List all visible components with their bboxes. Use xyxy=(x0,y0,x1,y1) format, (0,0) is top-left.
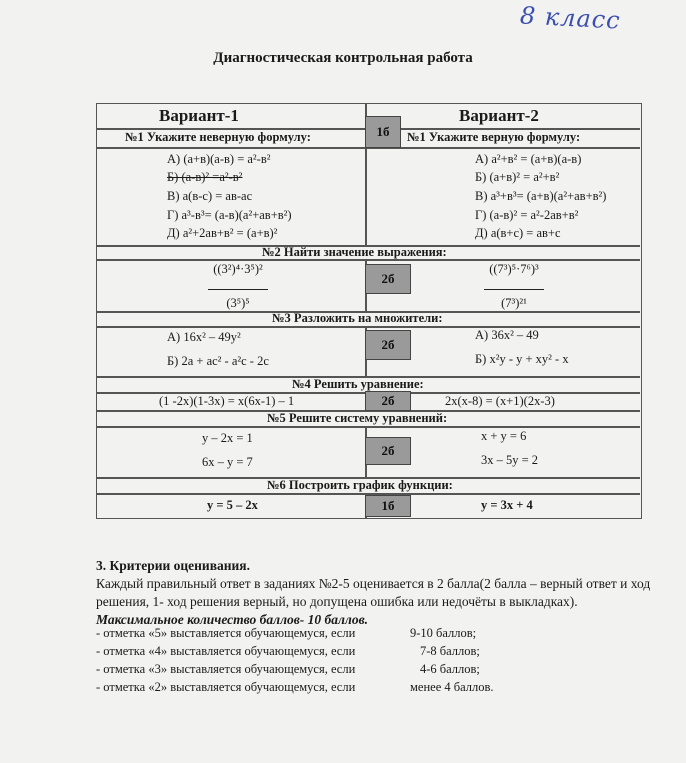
task2-points-box: 2б xyxy=(365,264,411,294)
grade-rule-label: - отметка «4» выставляется обучающемуся, если xyxy=(96,644,356,658)
fraction-bar xyxy=(484,289,544,290)
grade-rule-value: 4-6 баллов; xyxy=(420,662,480,676)
task1-prompt-v2: №1 Укажите верную формулу: xyxy=(407,130,581,144)
criteria-heading: 3. Критерии оценивания. xyxy=(96,558,250,573)
task1-v1-option: Б) (а-в)² =а²-в² xyxy=(167,170,243,184)
fraction-bar xyxy=(208,289,268,290)
task1-v2-option: Б) (а+в)² = а²+в² xyxy=(475,170,560,184)
task2-v1-numerator: ((3²)⁴·3⁵)² xyxy=(213,262,263,276)
task1-v2-option: Г) (а-в)² = а²-2ав+в² xyxy=(475,208,579,222)
task1-v2-option: В) а³+в³= (а+в)(а²+ав+в²) xyxy=(475,189,607,203)
task2-v1-denominator: (3⁵)⁵ xyxy=(226,296,250,310)
task1-v1-option: Д) а²+2ав+в² = (а+в)² xyxy=(167,226,278,240)
grade-rule-label: - отметка «2» выставляется обучающемуся, если xyxy=(96,680,356,694)
grade-rule-value: менее 4 баллов. xyxy=(410,680,494,694)
task3-points-box: 2б xyxy=(365,330,411,360)
task3-v1-item: А) 16x² – 49y² xyxy=(167,330,241,344)
task3-v2-item: Б) x²y - y + xy² - x xyxy=(475,352,569,366)
row-divider xyxy=(97,426,640,428)
task1-v1-option: В) а(в-с) = ав-ас xyxy=(167,189,253,203)
task5-v1-equation: y – 2x = 1 xyxy=(202,431,253,445)
task4-prompt: №4 Решить уравнение: xyxy=(292,377,424,391)
grade-rule-value: 7-8 баллов; xyxy=(420,644,480,658)
task2-v2-numerator: ((7³)⁵·7⁶)³ xyxy=(489,262,539,276)
task6-v1-function: y = 5 – 2x xyxy=(207,498,258,512)
criteria-section xyxy=(96,557,656,629)
task3-prompt: №3 Разложить на множители: xyxy=(272,311,443,325)
task1-v1-option: Г) а³-в³= (а-в)(а²+ав+в²) xyxy=(167,208,292,222)
row-divider xyxy=(97,326,640,328)
task1-v1-option: А) (а+в)(а-в) = а²-в² xyxy=(167,152,271,166)
task6-prompt: №6 Построить график функции: xyxy=(267,478,453,492)
task4-v1-equation: (1 -2x)(1-3x) = x(6x-1) – 1 xyxy=(159,394,295,408)
criteria-text: Каждый правильный ответ в заданиях №2-5 оценивается в 2 балла(2 балла – верный ответ и ход решения, 1- ход решения верный, но допущена ошибка или недочёты в выкладках). xyxy=(96,576,651,609)
test-table xyxy=(96,103,642,519)
task5-v2-equation: 3x – 5y = 2 xyxy=(481,453,539,467)
grade-rule-value: 9-10 баллов; xyxy=(410,626,477,640)
task1-points-box: 1б xyxy=(365,116,401,148)
task5-points-box: 2б xyxy=(365,437,411,465)
document-title: Диагностическая контрольная работа xyxy=(213,50,473,66)
task4-points-box: 2б xyxy=(365,391,411,411)
task6-points-box: 1б xyxy=(365,495,411,517)
variant-2-header: Вариант-2 xyxy=(459,106,539,125)
task1-prompt-v1: №1 Укажите неверную формулу: xyxy=(125,130,311,144)
task2-v2-fraction xyxy=(469,262,559,311)
task2-prompt: №2 Найти значение выражения: xyxy=(262,245,447,259)
task6-v2-function: y = 3x + 4 xyxy=(481,498,533,512)
task5-v2-equation: x + y = 6 xyxy=(481,429,527,443)
grade-rule-label: - отметка «5» выставляется обучающемуся, если xyxy=(96,626,356,640)
task5-prompt: №5 Решите систему уравнений: xyxy=(267,411,448,425)
task4-v2-equation: 2x(x-8) = (x+1)(2x-3) xyxy=(445,394,555,408)
task3-v1-item: Б) 2a + ac² - a²c - 2c xyxy=(167,354,269,368)
handwritten-grade-note: 8 класс xyxy=(519,1,622,35)
variant-1-header: Вариант-1 xyxy=(159,106,239,125)
task1-v2-option: А) а²+в² = (а+в)(а-в) xyxy=(475,152,582,166)
task2-v2-denominator: (7³)²¹ xyxy=(501,296,527,310)
task1-v2-option: Д) а(в+с) = ав+с xyxy=(475,226,561,240)
grade-rule-label: - отметка «3» выставляется обучающемуся, если xyxy=(96,662,356,676)
task3-v2-item: А) 36x² – 49 xyxy=(475,328,539,342)
criteria-max-points: Максимальное количество баллов- 10 баллов. xyxy=(96,612,369,627)
task5-v1-equation: 6x – y = 7 xyxy=(202,455,253,469)
task2-v1-fraction xyxy=(193,262,283,311)
